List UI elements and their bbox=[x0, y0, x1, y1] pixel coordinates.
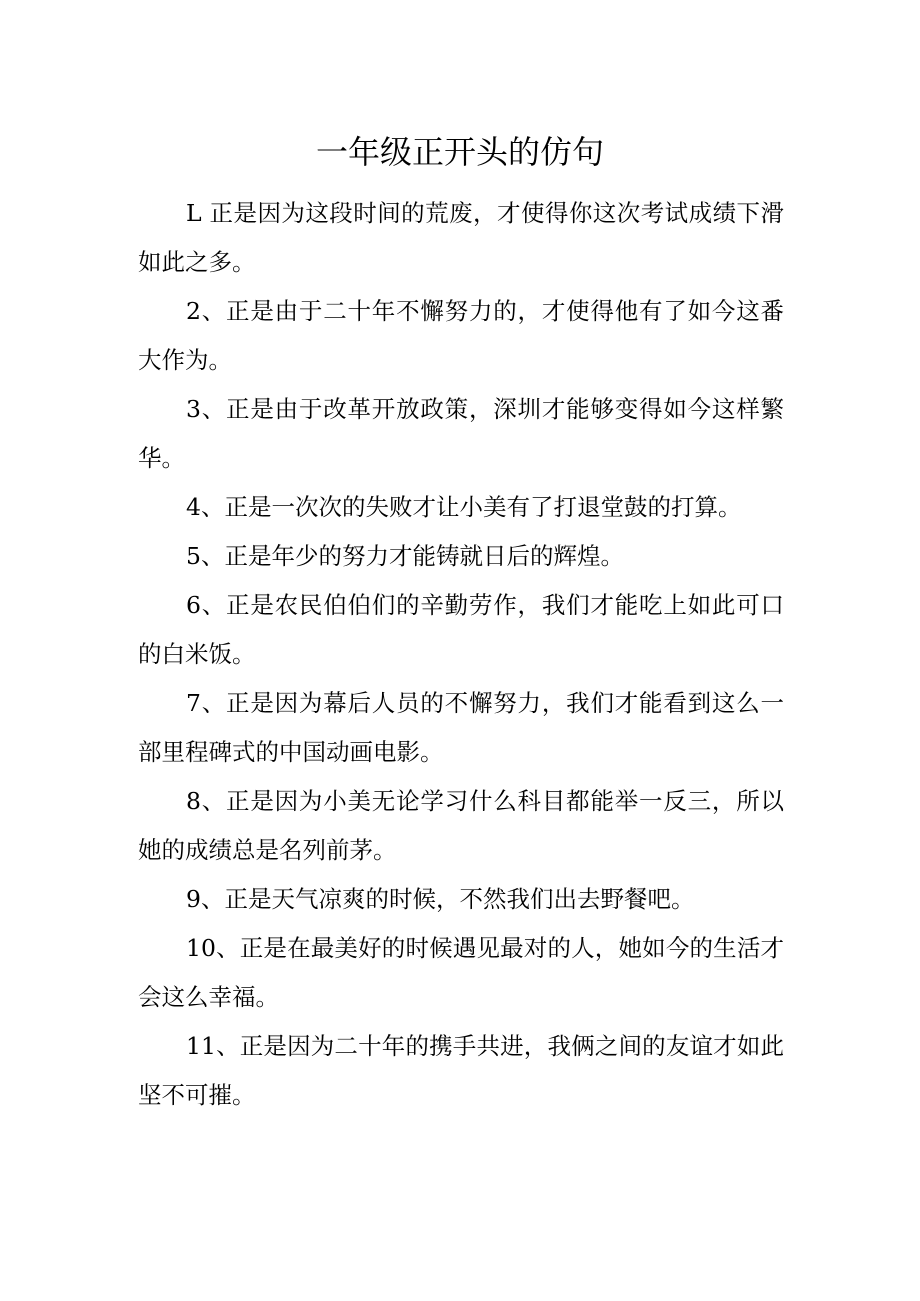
sentence-1: L 正是因为这段时间的荒废，才使得你这次考试成绩下滑如此之多。 bbox=[138, 199, 784, 276]
sentence-3: 3、正是由于改革开放政策，深圳才能够变得如今这样繁华。 bbox=[138, 395, 784, 472]
sentence-7: 7、正是因为幕后人员的不懈努力，我们才能看到这么一部里程碑式的中国动画电影。 bbox=[138, 689, 784, 766]
sentence-11: 11、正是因为二十年的携手共进，我俩之间的友谊才如此坚不可摧。 bbox=[138, 1032, 784, 1109]
sentence-6: 6、正是农民伯伯们的辛勤劳作，我们才能吃上如此可口的白米饭。 bbox=[138, 591, 784, 668]
sentence-4: 4、正是一次次的失败才让小美有了打退堂鼓的打算。 bbox=[186, 493, 742, 521]
sentence-2: 2、正是由于二十年不懈努力的，才使得他有了如今这番大作为。 bbox=[138, 297, 784, 374]
document-title: 一年级正开头的仿句 bbox=[315, 133, 604, 171]
sentence-10: 10、正是在最美好的时候遇见最对的人，她如今的生活才会这么幸福。 bbox=[138, 934, 784, 1011]
document-body bbox=[138, 189, 784, 1120]
sentence-5: 5、正是年少的努力才能铸就日后的辉煌。 bbox=[186, 542, 624, 570]
sentence-8: 8、正是因为小美无论学习什么科目都能举一反三，所以她的成绩总是名列前茅。 bbox=[138, 787, 784, 864]
sentence-9: 9、正是天气凉爽的时候，不然我们出去野餐吧。 bbox=[186, 885, 695, 913]
